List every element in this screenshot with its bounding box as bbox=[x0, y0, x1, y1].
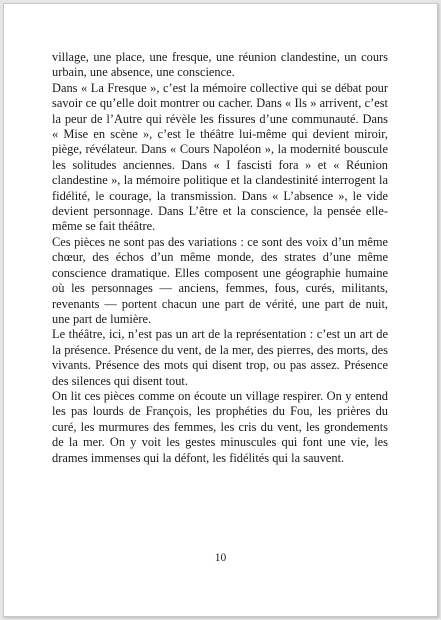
page-number: 10 bbox=[214, 552, 227, 564]
paragraph-3: Ces pièces ne sont pas des variations : ce sont des voix d’un même chœur, des échos d’un même monde, des strates d’une même conscience dramatique. Elles composent une géographie humaine où les personnages — anciens, femmes, fous, curés, militants, revenants — portent chacun une part de vérité, une part de nuit, une part de lumière. bbox=[52, 234, 388, 326]
paragraph-5: On lit ces pièces comme on écoute un village respirer. On y entend les pas lourds de François, les prophéties du Fou, les prières du curé, les murmures des femmes, les cris du vent, les grondements de la mer. On y voit les gestes minuscules qui font une vie, les drames immenses qui la défont, les fidélités qui la sauvent. bbox=[52, 388, 388, 465]
body-text bbox=[52, 50, 388, 466]
paragraph-1: village, une place, une fresque, une réunion clandestine, un cours urbain, une absence, une conscience. bbox=[52, 50, 388, 80]
paragraph-4: Le théâtre, ici, n’est pas un art de la représentation : c’est un art de la présence. Présence du vent, de la mer, des pierres, des morts, des vivants. Présence des mots qui disent trop, ou pas assez. Présence des silences qui disent tout. bbox=[52, 327, 388, 388]
book-page bbox=[3, 3, 438, 617]
paragraph-2: Dans « La Fresque », c’est la mémoire collective qui se débat pour savoir ce qu’elle doit montrer ou cacher. Dans « Ils » arrivent, c’est la peur de l’Autre qui révèle les fissures d’une communauté. Dans « Mise en scène », c’est le théâtre lui-même qui devient miroir, piège, révélateur. Dans « Cours Napoléon », la modernité bouscule les solitudes anciennes. Dans « I fascisti fora » et « Réunion clandestine », la mémoire politique et la clandestinité interrogent la fidélité, le courage, la transmission. Dans « L’absence », le vide devient personnage. Dans L’être et la conscience, la pensée elle-même se fait théâtre. bbox=[52, 80, 388, 234]
